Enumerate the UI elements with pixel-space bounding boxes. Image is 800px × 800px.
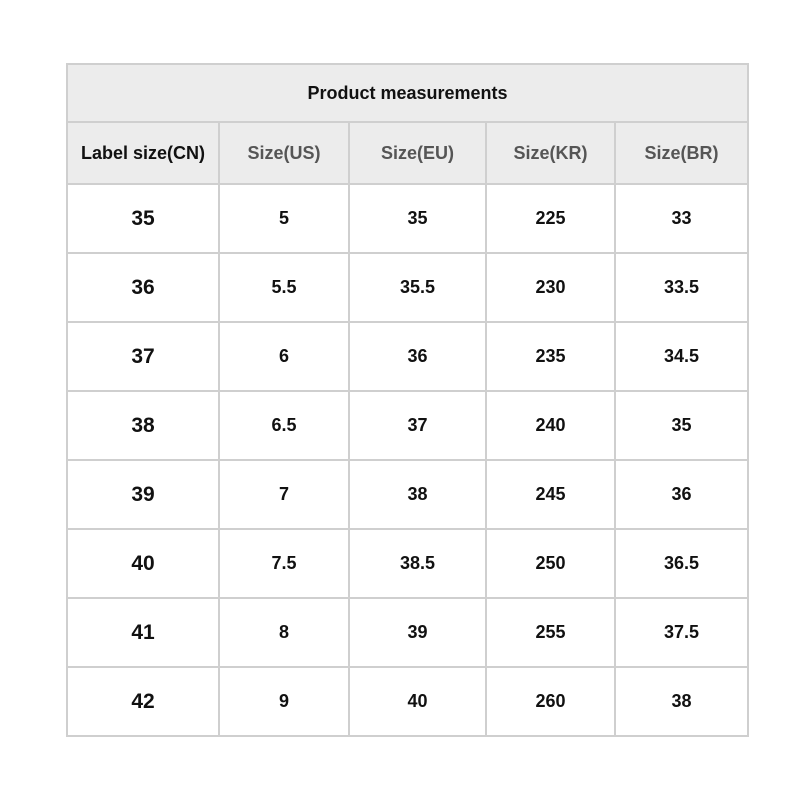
cell-size-br: 37.5 <box>615 598 748 667</box>
size-table <box>66 63 749 737</box>
table-body <box>67 184 748 736</box>
table-title: Product measurements <box>67 64 748 122</box>
cell-size-eu: 38.5 <box>349 529 486 598</box>
cell-label-size-cn: 42 <box>67 667 219 736</box>
cell-size-kr: 225 <box>486 184 615 253</box>
cell-size-br: 36.5 <box>615 529 748 598</box>
cell-size-br: 33.5 <box>615 253 748 322</box>
table-row <box>67 253 748 322</box>
cell-size-kr: 250 <box>486 529 615 598</box>
cell-label-size-cn: 38 <box>67 391 219 460</box>
cell-size-us: 7 <box>219 460 349 529</box>
cell-size-kr: 260 <box>486 667 615 736</box>
cell-size-eu: 37 <box>349 391 486 460</box>
cell-size-eu: 38 <box>349 460 486 529</box>
cell-size-br: 36 <box>615 460 748 529</box>
table-row <box>67 184 748 253</box>
cell-size-eu: 36 <box>349 322 486 391</box>
cell-size-us: 7.5 <box>219 529 349 598</box>
cell-size-eu: 40 <box>349 667 486 736</box>
table-header-row <box>67 122 748 184</box>
cell-size-us: 6 <box>219 322 349 391</box>
cell-label-size-cn: 37 <box>67 322 219 391</box>
cell-size-us: 5 <box>219 184 349 253</box>
header-size-br: Size(BR) <box>615 122 748 184</box>
table-row <box>67 529 748 598</box>
cell-size-br: 38 <box>615 667 748 736</box>
table-row <box>67 460 748 529</box>
cell-label-size-cn: 41 <box>67 598 219 667</box>
table-row <box>67 598 748 667</box>
cell-label-size-cn: 40 <box>67 529 219 598</box>
table-row <box>67 667 748 736</box>
header-label-size-cn: Label size(CN) <box>67 122 219 184</box>
cell-size-kr: 230 <box>486 253 615 322</box>
cell-label-size-cn: 39 <box>67 460 219 529</box>
cell-size-us: 9 <box>219 667 349 736</box>
cell-size-br: 34.5 <box>615 322 748 391</box>
table-row <box>67 391 748 460</box>
table-row <box>67 322 748 391</box>
header-size-eu: Size(EU) <box>349 122 486 184</box>
cell-size-eu: 39 <box>349 598 486 667</box>
cell-size-kr: 245 <box>486 460 615 529</box>
cell-size-us: 6.5 <box>219 391 349 460</box>
table-title-row <box>67 64 748 122</box>
cell-size-br: 35 <box>615 391 748 460</box>
cell-label-size-cn: 36 <box>67 253 219 322</box>
header-size-us: Size(US) <box>219 122 349 184</box>
cell-label-size-cn: 35 <box>67 184 219 253</box>
cell-size-eu: 35 <box>349 184 486 253</box>
cell-size-kr: 235 <box>486 322 615 391</box>
cell-size-kr: 255 <box>486 598 615 667</box>
cell-size-kr: 240 <box>486 391 615 460</box>
header-size-kr: Size(KR) <box>486 122 615 184</box>
size-chart <box>66 63 747 737</box>
cell-size-us: 8 <box>219 598 349 667</box>
cell-size-us: 5.5 <box>219 253 349 322</box>
cell-size-eu: 35.5 <box>349 253 486 322</box>
cell-size-br: 33 <box>615 184 748 253</box>
